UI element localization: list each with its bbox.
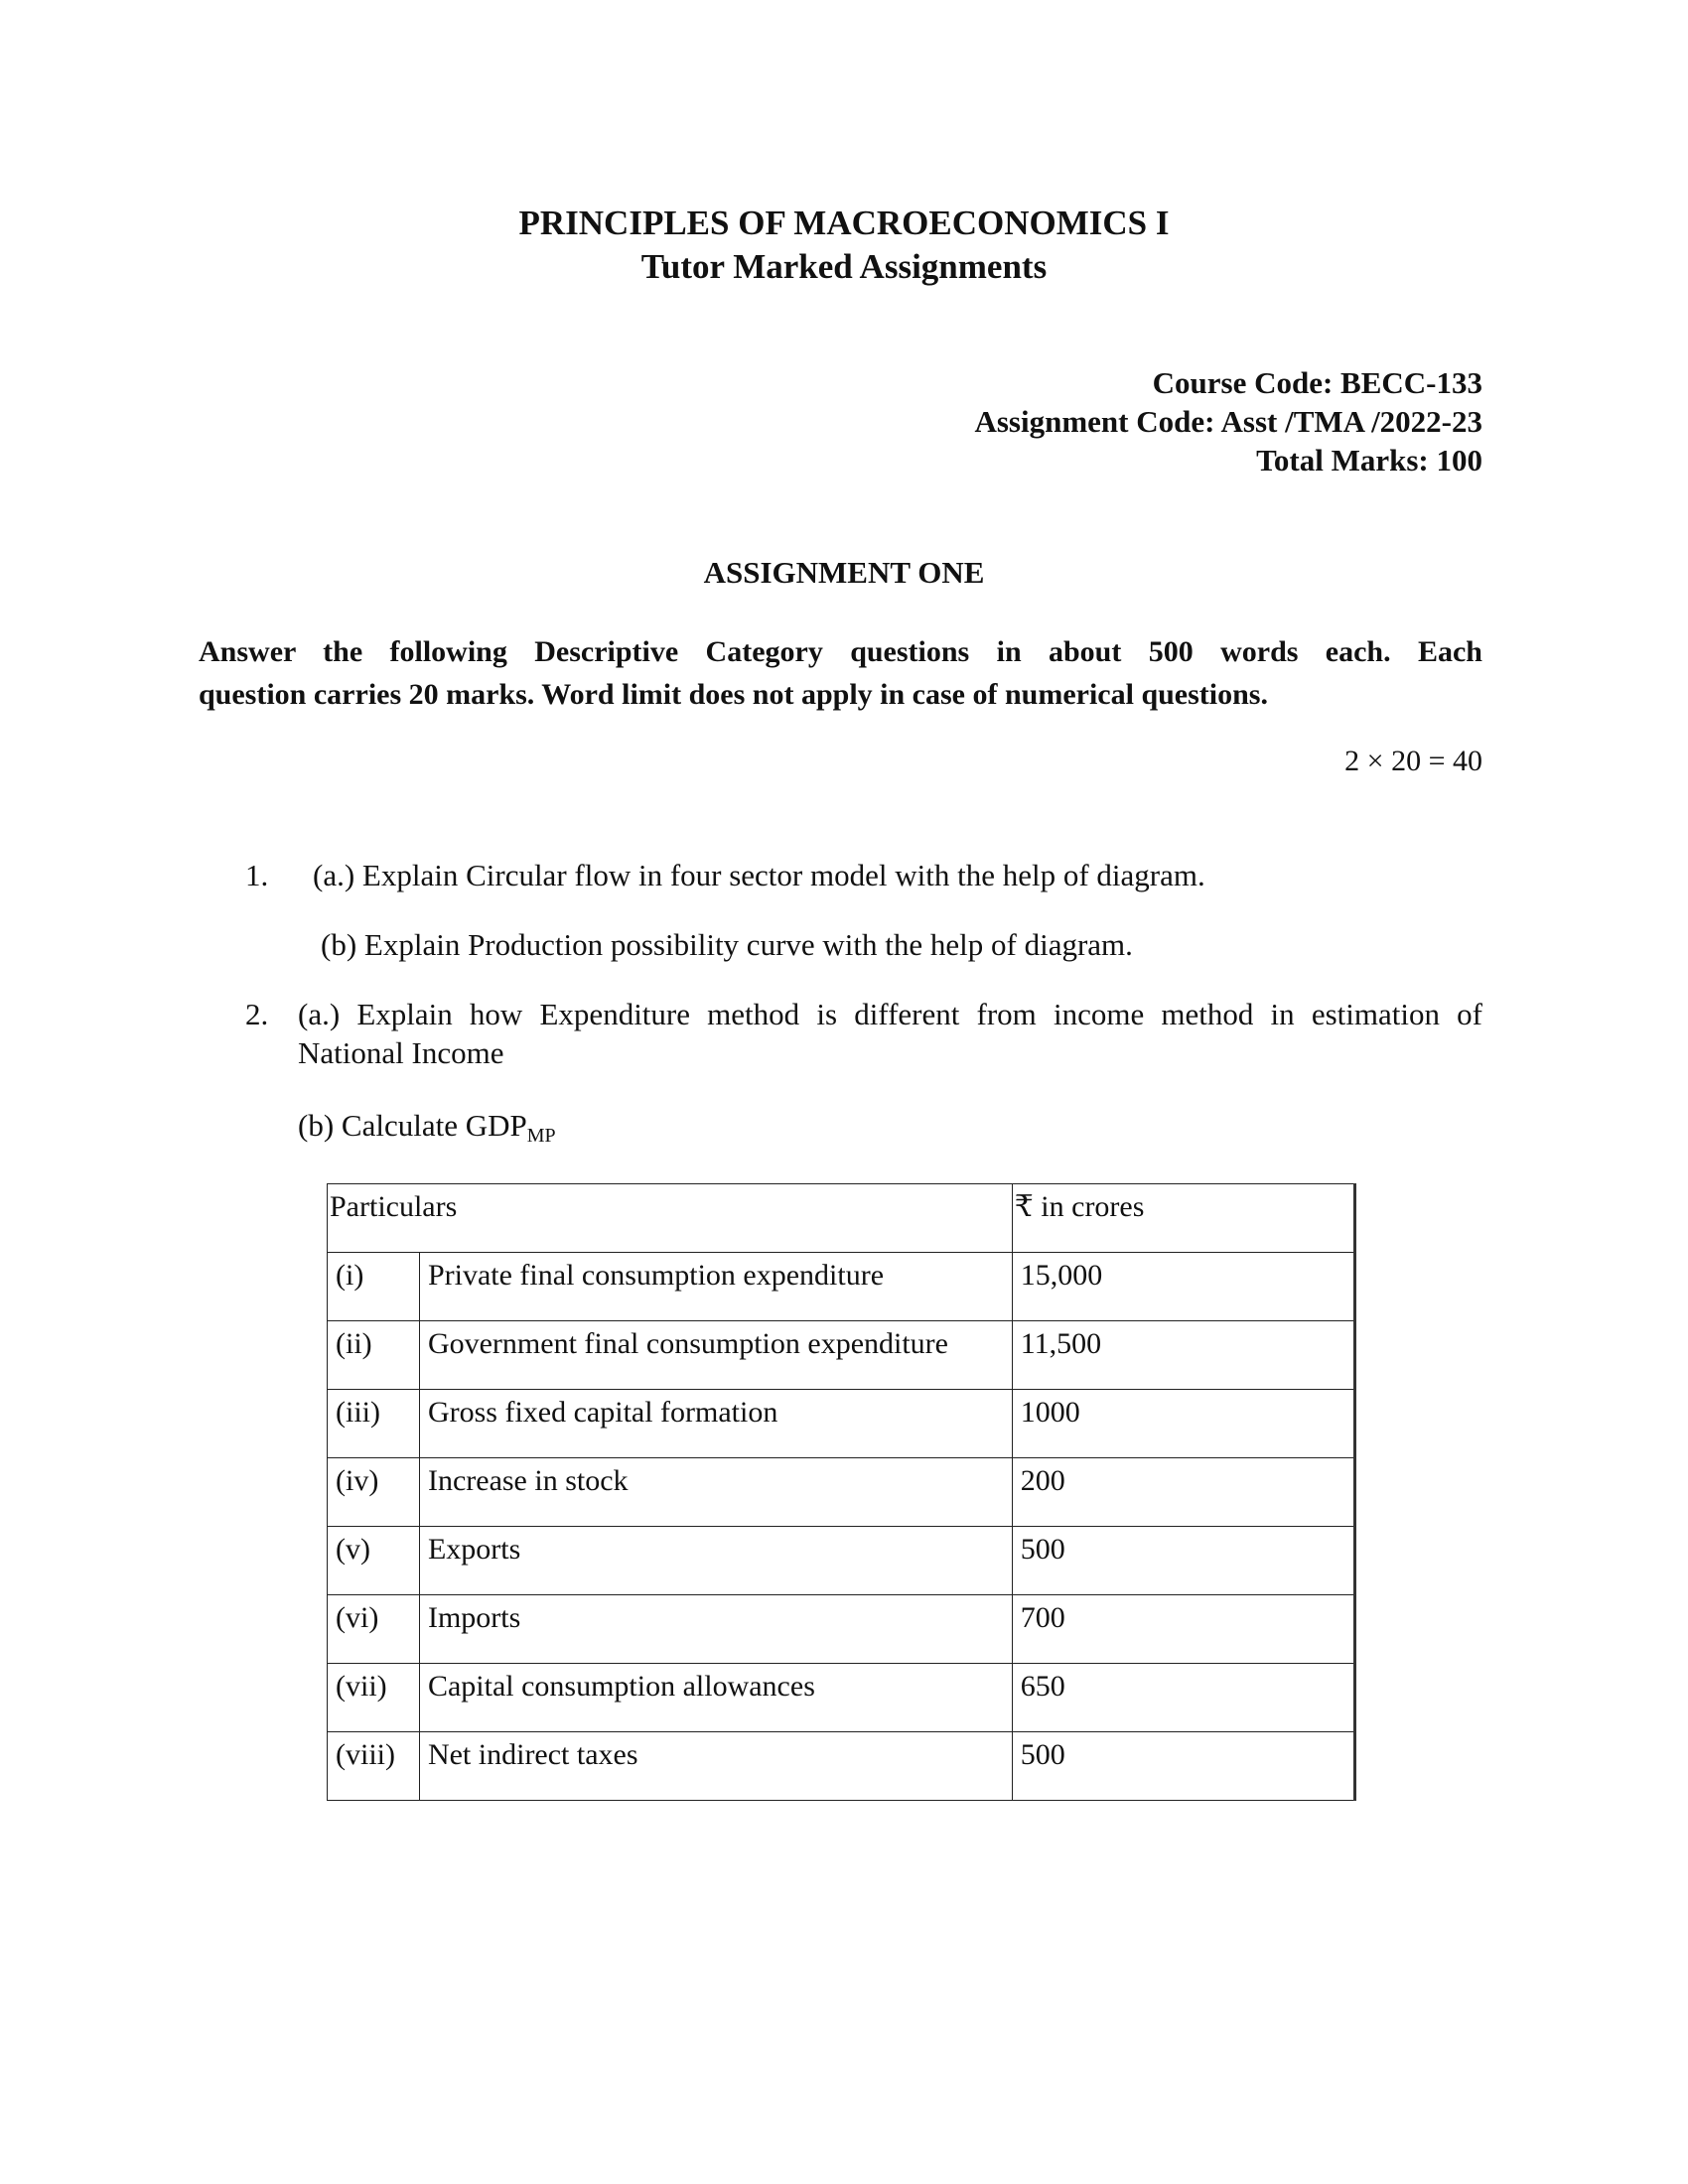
row-number: (iii) xyxy=(328,1390,420,1458)
course-code: Course Code: BECC-133 xyxy=(1152,365,1482,400)
gdp-data-table xyxy=(327,1183,1356,1801)
question-2a-line-2: National Income xyxy=(298,1035,504,1070)
row-number: (vii) xyxy=(328,1664,420,1732)
header-value: ₹ in crores xyxy=(1012,1184,1354,1253)
row-number: (i) xyxy=(328,1253,420,1321)
row-item: Net indirect taxes xyxy=(419,1732,1012,1801)
row-value: 200 xyxy=(1012,1458,1354,1527)
row-item: Private final consumption expenditure xyxy=(419,1253,1012,1321)
course-info-block xyxy=(974,363,1482,479)
row-value: 500 xyxy=(1012,1732,1354,1801)
marks-formula: 2 × 20 = 40 xyxy=(1344,745,1482,777)
table-row xyxy=(328,1527,1355,1595)
row-number: (viii) xyxy=(328,1732,420,1801)
row-number: (vi) xyxy=(328,1595,420,1664)
row-item: Increase in stock xyxy=(419,1458,1012,1527)
row-value: 11,500 xyxy=(1012,1321,1354,1390)
question-2b xyxy=(298,1110,556,1146)
row-value: 700 xyxy=(1012,1595,1354,1664)
row-value: 650 xyxy=(1012,1664,1354,1732)
row-item: Gross fixed capital formation xyxy=(419,1390,1012,1458)
question-2a xyxy=(298,995,1482,1072)
table-row xyxy=(328,1664,1355,1732)
row-item: Government final consumption expenditure xyxy=(419,1321,1012,1390)
header-particulars: Particulars xyxy=(328,1184,1013,1253)
row-number: (iv) xyxy=(328,1458,420,1527)
row-item: Imports xyxy=(419,1595,1012,1664)
document-title: PRINCIPLES OF MACROECONOMICS I xyxy=(518,204,1170,242)
instructions-line-2: question carries 20 marks. Word limit does not apply in case of numerical questions. xyxy=(199,678,1268,711)
row-value: 500 xyxy=(1012,1527,1354,1595)
table-row xyxy=(328,1321,1355,1390)
instructions-line-1: Answer the following Descriptive Category questions in about 500 words each. Each xyxy=(199,635,1482,668)
table-row xyxy=(328,1595,1355,1664)
section-heading: ASSIGNMENT ONE xyxy=(703,555,985,590)
table-header-row xyxy=(328,1184,1355,1253)
question-2b-text: (b) Calculate GDP xyxy=(298,1108,527,1143)
row-number: (ii) xyxy=(328,1321,420,1390)
question-2b-subscript: MP xyxy=(526,1125,556,1147)
row-value: 1000 xyxy=(1012,1390,1354,1458)
table-row xyxy=(328,1732,1355,1801)
table-row xyxy=(328,1390,1355,1458)
row-number: (v) xyxy=(328,1527,420,1595)
instructions xyxy=(199,630,1482,716)
question-2-number: 2. xyxy=(245,997,269,1031)
question-2a-line-1: (a.) Explain how Expenditure method is different from income method in estimation of xyxy=(298,997,1482,1031)
row-item: Capital consumption allowances xyxy=(419,1664,1012,1732)
row-value: 15,000 xyxy=(1012,1253,1354,1321)
table-row xyxy=(328,1458,1355,1527)
total-marks: Total Marks: 100 xyxy=(1256,443,1482,478)
question-1-number: 1. xyxy=(245,858,269,892)
document-subtitle: Tutor Marked Assignments xyxy=(640,247,1048,286)
question-1b: (b) Explain Production possibility curve with the help of diagram. xyxy=(321,927,1133,962)
table-row xyxy=(328,1253,1355,1321)
assignment-code: Assignment Code: Asst /TMA /2022-23 xyxy=(974,404,1482,439)
row-item: Exports xyxy=(419,1527,1012,1595)
question-1a: (a.) Explain Circular flow in four sector model with the help of diagram. xyxy=(313,858,1205,892)
